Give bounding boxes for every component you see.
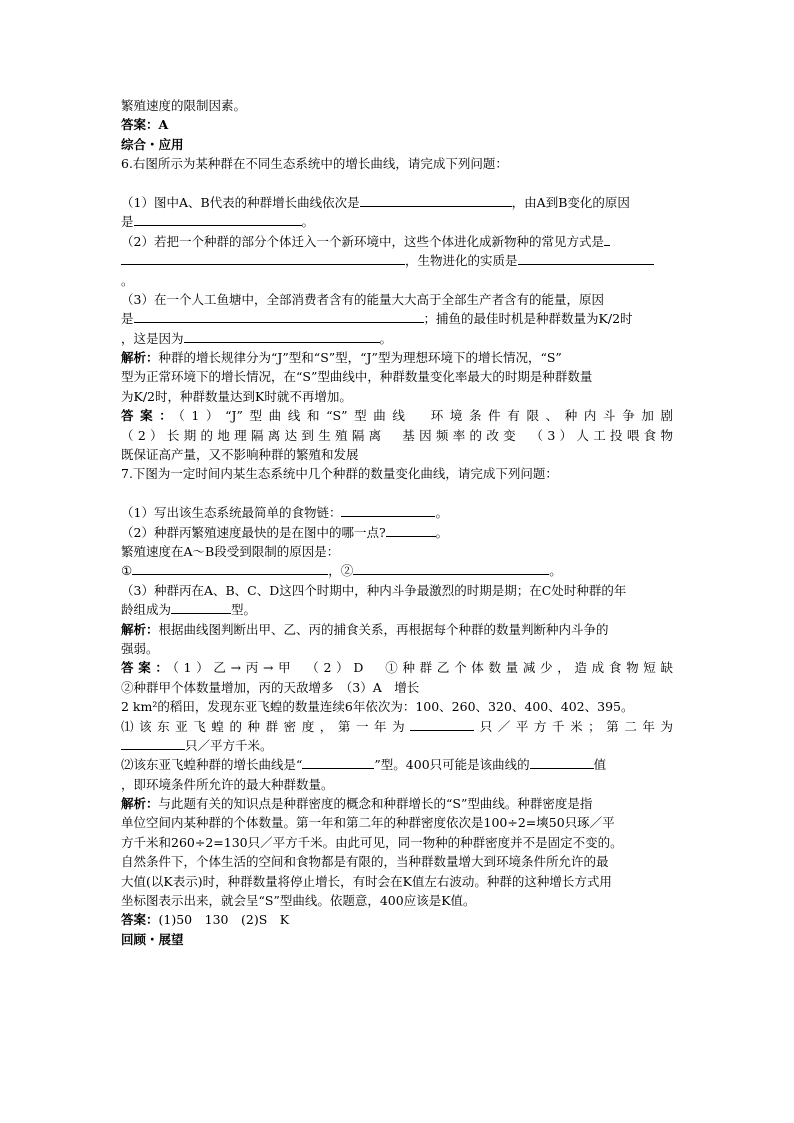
text-span: 7.下图为一定时间内某生态系统中几个种群的数量变化曲线，请完成下列问题： <box>121 466 558 482</box>
q6-part3 <box>121 290 673 309</box>
answer-blank[interactable] <box>518 251 654 265</box>
q6-part1 <box>121 193 673 212</box>
text-span: 值 <box>593 757 607 773</box>
q6-part3-end <box>121 329 673 348</box>
section-heading <box>121 135 673 154</box>
text-span: 为K/2时，种群数量达到K时就不再增加。 <box>121 388 352 404</box>
q6-part2-end <box>121 271 673 290</box>
analysis-line <box>121 872 673 891</box>
answer-blank[interactable] <box>121 251 405 265</box>
section-heading <box>121 930 673 949</box>
text-span: 6.右图所示为某种群在不同生态系统中的增长曲线，请完成下列问题： <box>121 156 508 172</box>
answer-line <box>121 678 673 697</box>
q6-part3-cont <box>121 309 673 328</box>
text-span: ，生物进化的实质是 <box>405 253 518 269</box>
answer-blank[interactable] <box>132 561 328 575</box>
text-span: （3）在一个人工鱼塘中，全部消费者含有的能量大大高于全部生产者含有的能量，原因 <box>121 291 604 307</box>
question-6-title <box>121 154 673 173</box>
answer-blank[interactable] <box>386 523 436 537</box>
blank-gap <box>121 174 673 193</box>
text-span: 只／平方千米。 <box>185 737 273 753</box>
text-span: 龄组成为 <box>121 602 172 618</box>
document-page <box>121 96 673 949</box>
answer-line <box>121 910 673 929</box>
text-span: 答案：（1）乙→丙→甲 （2）D ①种群乙个体数量减少，造成食物短缺 <box>121 660 673 676</box>
q7-part2-reasons <box>121 561 673 580</box>
answer-blank[interactable] <box>530 755 594 769</box>
answer-line <box>121 658 673 677</box>
text-span: ⑵该东亚飞蝗种群的增长曲线是“ <box>121 757 303 773</box>
text-span: 繁殖速度在A～B段受到限制的原因是： <box>121 543 340 559</box>
text-span: 是 <box>121 311 134 327</box>
q6-part1-cont <box>121 212 673 231</box>
locust-q1-cont <box>121 736 673 755</box>
text-span: ⑴该东亚飞蝗的种群密度，第一年为 <box>121 718 411 734</box>
answer-blank[interactable] <box>353 561 549 575</box>
q7-part2 <box>121 523 673 542</box>
text-span: 答案：(1)50 130 (2)S K <box>121 912 290 928</box>
analysis-line <box>121 620 673 639</box>
text-span: ，即环境条件所允许的最大种群数量。 <box>121 776 334 792</box>
text-span: ”型。400只可能是该曲线的 <box>374 757 530 773</box>
analysis-line <box>121 348 673 367</box>
text-span: （1）写出该生态系统最简单的食物链： <box>121 505 342 521</box>
text-span: （2）若把一个种群的部分个体迁入一个新环境中，这些个体进化成新物种的常见方式是 <box>121 233 604 249</box>
text-span: 解析：种群的增长规律分为“J”型和“S”型，“J”型为理想环境下的增长情况，“S” <box>121 350 562 366</box>
q7-part3-cont <box>121 600 673 619</box>
analysis-line <box>121 639 673 658</box>
answer-blank[interactable] <box>302 755 374 769</box>
locust-q1 <box>121 717 673 736</box>
text-span: ；捕鱼的最佳时机是种群数量为K/2时 <box>423 311 633 327</box>
answer-blank[interactable] <box>360 193 512 207</box>
text-span: 是 <box>121 214 134 230</box>
answer-blank[interactable] <box>171 600 231 614</box>
answer-blank[interactable] <box>604 232 610 246</box>
text-span: 型为正常环境下的增长情况，在“S”型曲线中，种群数量变化率最大的时期是种群数量 <box>121 369 593 385</box>
text-span: （2）种群丙繁殖速度最快的是在图中的哪一点? <box>121 524 386 540</box>
text-span: 答案：（1）“J”型曲线和“S”型曲线 环境条件有限、种内斗争加剧 <box>121 408 673 424</box>
text-span: 强弱。 <box>121 640 159 656</box>
text-span: 解析：根据曲线图判断出甲、乙、丙的捕食关系，再根据每个种群的数量判断种内斗争的 <box>121 621 609 637</box>
analysis-line <box>121 833 673 852</box>
answer-blank[interactable] <box>121 736 185 750</box>
text-span: （3）种群丙在A、B、C、D这四个时期中，种内斗争最激烈的时期是期；在C处时种群的年 <box>121 582 627 598</box>
text-span: 大值(以K表示)时，种群数量将停止增长，有时会在K值左右波动。种群的这种增长方式用 <box>121 873 612 889</box>
analysis-line <box>121 794 673 813</box>
text-span: 。 <box>301 214 315 230</box>
text-span: ②种群甲个体数量增加，丙的天敌增多 （3）A 增长 <box>121 679 420 695</box>
text-span: 型。 <box>231 602 257 618</box>
analysis-line <box>121 367 673 386</box>
text-span: 综合・应用 <box>121 136 184 152</box>
analysis-line <box>121 852 673 871</box>
q6-part2 <box>121 232 673 251</box>
q7-part2-sub <box>121 542 673 561</box>
text-span: ① <box>121 563 133 579</box>
text-span: 自然条件下，个体生活的空间和食物都是有限的，当种群数量增大到环境条件所允许的最 <box>121 854 609 870</box>
text-span: ，② <box>328 563 354 579</box>
answer-blank[interactable] <box>341 503 435 517</box>
analysis-line <box>121 387 673 406</box>
text-span: 繁殖速度的限制因素。 <box>121 98 247 113</box>
analysis-line <box>121 891 673 910</box>
answer-line <box>121 115 673 134</box>
text-span: 坐标图表示出来，就会呈“S”型曲线。依题意，400应该是K值。 <box>121 893 476 909</box>
text-span: （2）长期的地理隔离达到生殖隔离 基因频率的改变 （3）人工投喂食物 <box>121 427 673 443</box>
text-span: ，由A到B变化的原因 <box>511 194 630 210</box>
text-line <box>121 96 673 115</box>
answer-line <box>121 445 673 464</box>
text-span: ，这是因为 <box>121 330 184 346</box>
answer-blank[interactable] <box>410 717 474 731</box>
text-span: 。 <box>379 330 393 346</box>
text-span: 回顾・展望 <box>121 931 184 947</box>
q7-part3 <box>121 581 673 600</box>
text-span: 答案：A <box>121 117 169 133</box>
text-span: 只／平方千米；第二年为 <box>474 718 673 734</box>
question-7-title <box>121 464 673 483</box>
analysis-line <box>121 813 673 832</box>
locust-q2 <box>121 755 673 774</box>
q7-part1 <box>121 503 673 522</box>
answer-blank[interactable] <box>184 329 380 343</box>
text-span: 单位空间内某种群的个体数量。第一年和第二年的种群密度依次是100÷2=塽50只琢／平 <box>121 815 615 831</box>
answer-blank[interactable] <box>134 309 424 323</box>
answer-line <box>121 426 673 445</box>
text-span: （1）图中A、B代表的种群增长曲线依次是 <box>121 194 360 210</box>
answer-line <box>121 406 673 425</box>
text-span: 。 <box>435 505 448 521</box>
text-span: 2 km²的稻田，发现东亚飞蝗的数量连续6年依次为：100、260、320、400、402、395。 <box>121 699 634 715</box>
q6-part2-cont <box>121 251 673 270</box>
text-span: 解析：与此题有关的知识点是种群密度的概念和种群增长的“S”型曲线。种群密度是指 <box>121 796 593 812</box>
text-span: 。 <box>121 272 134 288</box>
blank-gap <box>121 484 673 503</box>
text-span: 。 <box>549 563 562 579</box>
text-span: 。 <box>435 524 449 540</box>
text-span: 方千米和260÷2=130只／平方千米。由此可见，同一物种的种群密度并不是固定不变的。 <box>121 834 623 850</box>
text-span: 既保证高产量，又不影响种群的繁殖和发展 <box>121 447 359 463</box>
locust-q2-cont <box>121 775 673 794</box>
locust-question-intro <box>121 697 673 716</box>
answer-blank[interactable] <box>134 212 302 226</box>
